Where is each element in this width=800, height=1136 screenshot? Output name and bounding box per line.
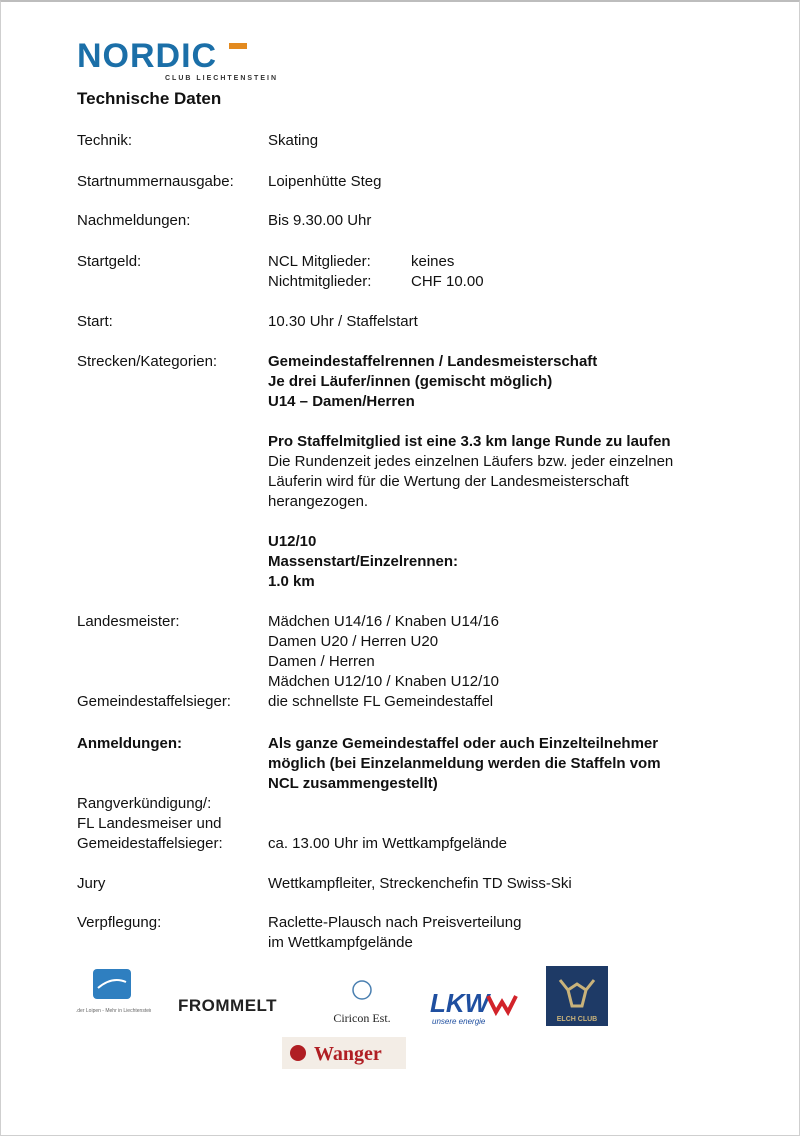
startgeld-members-value: keines: [411, 253, 455, 270]
sponsor-elch-text: ELCH CLUB: [556, 1016, 598, 1023]
value-nachmeldungen: Bis 9.30.00 Uhr: [268, 212, 372, 229]
value-start: 10.30 Uhr / Staffelstart: [268, 313, 418, 330]
value-verpflegung: [268, 913, 718, 953]
strecken-line: Die Rundenzeit jedes einzelnen Läufers bzw. jeder einzelnen: [268, 453, 674, 470]
rang-label-line: FL Landesmeiser und: [77, 815, 222, 832]
page-title: Technische Daten: [77, 89, 222, 108]
startgeld-line-nonmembers: [268, 272, 718, 292]
verpflegung-line: Raclette-Plausch nach Preisverteilung: [268, 914, 522, 931]
sponsor-badge: [93, 969, 131, 999]
rang-label-line: Gemeidestaffelsieger:: [77, 835, 223, 852]
sponsor-volkslauf-text: ...der Loipen - Mehr in Liechtenstein: [76, 1008, 151, 1014]
sponsor-frommelt-text: FROMMELT: [178, 996, 278, 1015]
sponsor-ciricon-logo: [332, 978, 392, 1026]
label-technik: Technik:: [77, 132, 133, 149]
value-startnummern: Loipenhütte Steg: [268, 173, 382, 190]
nordic-club-logo: [77, 37, 317, 83]
value-gemeindestaffelsieger: die schnellste FL Gemeindestaffel: [268, 693, 494, 710]
sponsor-ciricon-text: Ciricon Est.: [333, 1011, 391, 1025]
strecken-line: U14 – Damen/Herren: [268, 393, 415, 410]
landesmeister-line: Damen U20 / Herren U20: [268, 633, 439, 650]
sponsor-wanger-text: Wanger: [314, 1043, 382, 1065]
ciricon-emblem-icon: [353, 981, 371, 999]
landesmeister-line: Damen / Herren: [268, 653, 375, 670]
sponsor-lkw-sub: unsere energie: [432, 1017, 486, 1026]
sponsor-frommelt-logo: [178, 994, 288, 1018]
sponsor-wanger-logo: [282, 1037, 406, 1069]
verpflegung-line: im Wettkampfgelände: [268, 934, 413, 951]
label-gemeindestaffelsieger: Gemeindestaffelsieger:: [77, 693, 231, 710]
label-startgeld: Startgeld:: [77, 253, 142, 270]
sponsor-elch-club-logo: [546, 966, 608, 1026]
value-anmeldungen: [268, 734, 718, 794]
anmeldungen-line: möglich (bei Einzelanmeldung werden die Staffeln vom: [268, 755, 661, 772]
label-strecken: Strecken/Kategorien:: [77, 353, 218, 370]
wanger-emblem-icon: [290, 1045, 306, 1061]
logo-accent: [229, 43, 247, 49]
value-strecken: [268, 352, 718, 592]
label-nachmeldungen: Nachmeldungen:: [77, 212, 191, 229]
anmeldungen-line: NCL zusammengestellt): [268, 775, 438, 792]
sponsor-lkw-logo: [430, 988, 520, 1026]
startgeld-members-key: NCL Mitglieder:: [268, 253, 371, 270]
sponsor-volkslauf-logo: [76, 968, 151, 1023]
label-verpflegung: Verpflegung:: [77, 914, 162, 931]
value-landesmeister: [268, 612, 718, 692]
strecken-line: Pro Staffelmitglied ist eine 3.3 km lange Runde zu laufen: [268, 433, 671, 450]
label-startnummern: Startnummernausgabe:: [77, 173, 234, 190]
strecken-line: U12/10: [268, 533, 317, 550]
label-jury: Jury: [77, 875, 106, 892]
value-startgeld: [268, 252, 718, 292]
startgeld-nonmembers-value: CHF 10.00: [411, 273, 484, 290]
logo-sub: CLUB LIECHTENSTEIN: [165, 75, 278, 82]
label-landesmeister: Landesmeister:: [77, 613, 180, 630]
label-start: Start:: [77, 313, 113, 330]
lkw-wave-icon: [488, 996, 516, 1012]
startgeld-line-members: [268, 252, 718, 272]
value-technik: Skating: [268, 132, 319, 149]
anmeldungen-line: Als ganze Gemeindestaffel oder auch Einzelteilnehmer: [268, 735, 659, 752]
label-rangverkuendigung: [77, 794, 267, 854]
strecken-line: Gemeindestaffelrennen / Landesmeisterschaft: [268, 353, 598, 370]
rang-label-line: Rangverkündigung/:: [77, 795, 212, 812]
strecken-line: herangezogen.: [268, 493, 369, 510]
strecken-line: Läuferin wird für die Wertung der Landesmeisterschaft: [268, 473, 629, 490]
startgeld-nonmembers-key: Nichtmitglieder:: [268, 273, 372, 290]
value-jury: Wettkampfleiter, Streckenchefin TD Swiss-Ski: [268, 875, 572, 892]
logo-word: NORDIC: [77, 37, 218, 75]
strecken-line: Je drei Läufer/innen (gemischt möglich): [268, 373, 553, 390]
strecken-line: 1.0 km: [268, 573, 315, 590]
value-rangverkuendigung: ca. 13.00 Uhr im Wettkampfgelände: [268, 835, 508, 852]
landesmeister-line: Mädchen U14/16 / Knaben U14/16: [268, 613, 499, 630]
label-anmeldungen: Anmeldungen:: [77, 735, 182, 752]
landesmeister-line: Mädchen U12/10 / Knaben U12/10: [268, 673, 499, 690]
strecken-line: Massenstart/Einzelrennen:: [268, 553, 459, 570]
sponsor-lkw-text: LKW: [430, 988, 490, 1018]
